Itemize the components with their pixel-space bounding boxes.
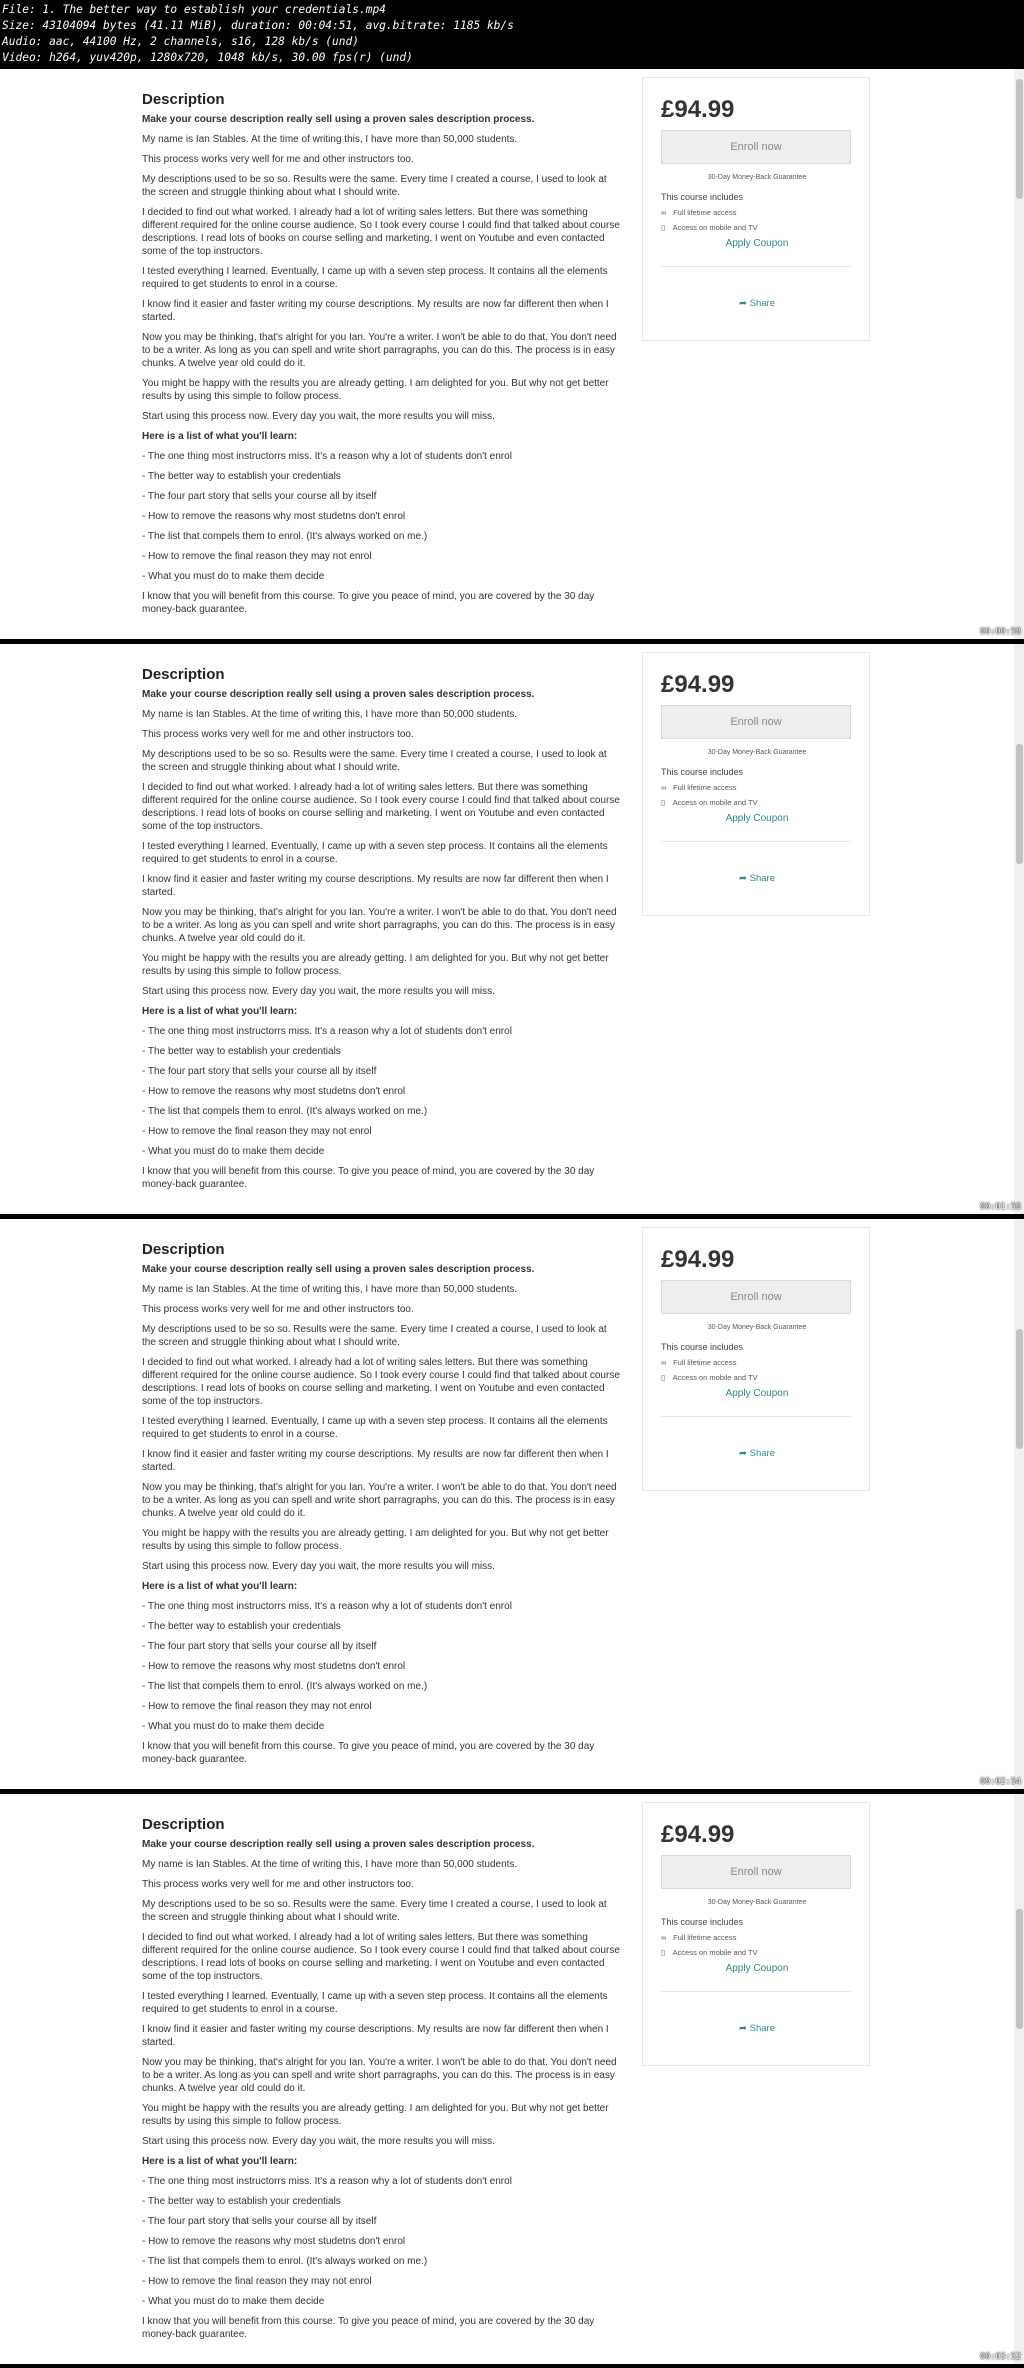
- learn-list-item: - The one thing most instructorrs miss. It's a reason why a lot of students don't enrol: [142, 1026, 512, 1037]
- description-paragraph: I decided to find out what worked. I already had a lot of writing sales letters. But there was something different required for the online course audience. So I took every course I could find that talked about course descriptions. I read lots of books on course selling and marketing. I went on Youtube and even contacted some of the top instructors.: [142, 207, 620, 257]
- description-paragraph: I know that you will benefit from this course. To give you peace of mind, you are covered by the 30 day money-back guarantee.: [142, 2316, 595, 2340]
- card-divider: [661, 266, 851, 267]
- description-paragraph: Start using this process now. Every day you wait, the more results you will miss.: [142, 411, 495, 422]
- feature-text: Full lifetime access: [673, 783, 737, 792]
- description-paragraph: My descriptions used to be so so. Results were the same. Every time I created a course, I used to look at the screen and struggle thinking about what I should write.: [142, 749, 607, 773]
- share-icon: ➦: [739, 2023, 747, 2034]
- share-icon: ➦: [739, 1448, 747, 1459]
- description-heading: Description: [142, 91, 225, 108]
- video-frame: [0, 1794, 1024, 2364]
- description-heading: Description: [142, 666, 225, 683]
- scrollbar[interactable]: [1014, 644, 1024, 1214]
- course-price: £94.99: [661, 1246, 735, 1273]
- learn-list-item: - The one thing most instructorrs miss. It's a reason why a lot of students don't enrol: [142, 1601, 512, 1612]
- description-paragraph: I decided to find out what worked. I already had a lot of writing sales letters. But there was something different required for the online course audience. So I took every course I could find that talked about course descriptions. I read lots of books on course selling and marketing. I went on Youtube and even contacted some of the top instructors.: [142, 782, 620, 832]
- learn-list-item: - How to remove the reasons why most studetns don't enrol: [142, 1661, 406, 1672]
- share-button[interactable]: [643, 1448, 871, 1459]
- apply-coupon-link[interactable]: Apply Coupon: [725, 1388, 789, 1399]
- learn-list-item: - The one thing most instructorrs miss. It's a reason why a lot of students don't enrol: [142, 451, 512, 462]
- money-back-guarantee: 30-Day Money-Back Guarantee: [707, 1899, 807, 1906]
- learn-list-item: - What you must do to make them decide: [142, 571, 325, 582]
- course-description: [142, 1241, 622, 1773]
- enroll-button[interactable]: Enroll now: [661, 1855, 851, 1889]
- learn-list-item: - What you must do to make them decide: [142, 1721, 325, 1732]
- money-back-guarantee: 30-Day Money-Back Guarantee: [707, 174, 807, 181]
- description-paragraph: Now you may be thinking, that's alright for you Ian. You're a writer. I won't be able to do that. You don't need to be a writer. As long as you can spell and write short parragraphs, you can do this. The process is in easy chunks. A twelve year old could do it.: [142, 907, 617, 944]
- description-paragraph: Start using this process now. Every day you wait, the more results you will miss.: [142, 1561, 495, 1572]
- learn-list-item: - What you must do to make them decide: [142, 2296, 325, 2307]
- course-description: [142, 1816, 622, 2348]
- description-paragraph: This process works very well for me and other instructors too.: [142, 154, 414, 165]
- description-paragraphs: [142, 688, 622, 1191]
- learn-list-item: - The list that compels them to enrol. (It's always worked on me.): [142, 1681, 428, 1692]
- description-paragraph: Make your course description really sell using a proven sales description process.: [142, 689, 535, 700]
- description-paragraph: I know find it easier and faster writing my course descriptions. My results are now far different then when I started.: [142, 299, 609, 323]
- feature-mobile-access: [661, 1948, 758, 1957]
- scrollbar[interactable]: [1014, 1794, 1024, 2364]
- share-button[interactable]: [643, 298, 871, 309]
- description-paragraph: My descriptions used to be so so. Results were the same. Every time I created a course, I used to look at the screen and struggle thinking about what I should write.: [142, 1899, 607, 1923]
- purchase-card: [642, 1227, 870, 1491]
- share-icon: ➦: [739, 298, 747, 309]
- card-divider: [661, 1991, 851, 1992]
- feature-mobile-access: [661, 1373, 758, 1382]
- learn-list-item: - How to remove the final reason they may not enrol: [142, 551, 372, 562]
- description-paragraph: You might be happy with the results you are already getting. I am delighted for you. But why not get better results by using this simple to follow process.: [142, 2103, 609, 2127]
- video-frame: [0, 69, 1024, 639]
- description-paragraph: Make your course description really sell using a proven sales description process.: [142, 114, 535, 125]
- description-paragraph: Now you may be thinking, that's alright for you Ian. You're a writer. I won't be able to do that. You don't need to be a writer. As long as you can spell and write short parragraphs, you can do this. The process is in easy chunks. A twelve year old could do it.: [142, 2057, 617, 2094]
- apply-coupon-link[interactable]: Apply Coupon: [725, 1963, 789, 1974]
- description-paragraph: This process works very well for me and other instructors too.: [142, 1879, 414, 1890]
- description-paragraph: I know that you will benefit from this course. To give you peace of mind, you are covered by the 30 day money-back guarantee.: [142, 1741, 595, 1765]
- course-description: [142, 91, 622, 623]
- purchase-card: [642, 1802, 870, 2066]
- description-paragraph: This process works very well for me and other instructors too.: [142, 729, 414, 740]
- description-paragraph: My name is Ian Stables. At the time of writing this, I have more than 50,000 students.: [142, 709, 518, 720]
- purchase-card: [642, 77, 870, 341]
- share-label: Share: [749, 873, 775, 884]
- frame-timestamp: 00:00:58: [980, 627, 1021, 637]
- feature-text: Access on mobile and TV: [672, 1373, 758, 1382]
- file-info-line: Video: h264, yuv420p, 1280x720, 1048 kb/s, 30.00 fps(r) (und): [2, 51, 413, 64]
- description-paragraph: My descriptions used to be so so. Results were the same. Every time I created a course, I used to look at the screen and struggle thinking about what I should write.: [142, 174, 607, 198]
- enroll-button[interactable]: Enroll now: [661, 705, 851, 739]
- money-back-guarantee: 30-Day Money-Back Guarantee: [707, 749, 807, 756]
- scrollbar-thumb[interactable]: [1016, 1909, 1023, 2029]
- scrollbar[interactable]: [1014, 1219, 1024, 1789]
- share-button[interactable]: [643, 2023, 871, 2034]
- mobile-icon: ▯: [661, 223, 666, 232]
- course-price: £94.99: [661, 1821, 735, 1848]
- apply-coupon-link[interactable]: Apply Coupon: [725, 238, 789, 249]
- description-paragraph: I know find it easier and faster writing my course descriptions. My results are now far different then when I started.: [142, 2024, 609, 2048]
- learn-list-item: - The list that compels them to enrol. (It's always worked on me.): [142, 531, 428, 542]
- card-divider: [661, 841, 851, 842]
- learn-list-item: - How to remove the reasons why most studetns don't enrol: [142, 1086, 406, 1097]
- feature-lifetime-access: [661, 783, 736, 792]
- video-frame: [0, 1219, 1024, 1789]
- frame-timestamp: 00:03:52: [980, 2352, 1021, 2362]
- description-paragraph: Here is a list of what you'll learn:: [142, 1006, 298, 1017]
- description-paragraph: Now you may be thinking, that's alright for you Ian. You're a writer. I won't be able to do that. You don't need to be a writer. As long as you can spell and write short parragraphs, you can do this. The process is in easy chunks. A twelve year old could do it.: [142, 332, 617, 369]
- feature-text: Access on mobile and TV: [672, 1948, 758, 1957]
- description-paragraph: You might be happy with the results you are already getting. I am delighted for you. But why not get better results by using this simple to follow process.: [142, 1528, 609, 1552]
- file-info-line: File: 1. The better way to establish your credentials.mp4: [2, 3, 386, 16]
- description-paragraph: My name is Ian Stables. At the time of writing this, I have more than 50,000 students.: [142, 134, 518, 145]
- course-description: [142, 666, 622, 1198]
- feature-text: Full lifetime access: [673, 208, 737, 217]
- share-button[interactable]: [643, 873, 871, 884]
- infinity-icon: ∞: [661, 1358, 667, 1367]
- frame-timestamp: 00:01:56: [980, 1202, 1021, 1212]
- description-paragraph: Here is a list of what you'll learn:: [142, 2156, 298, 2167]
- description-paragraph: My descriptions used to be so so. Results were the same. Every time I created a course, I used to look at the screen and struggle thinking about what I should write.: [142, 1324, 607, 1348]
- learn-list-item: - The four part story that sells your course all by itself: [142, 491, 377, 502]
- share-label: Share: [749, 1448, 775, 1459]
- description-paragraph: You might be happy with the results you are already getting. I am delighted for you. But why not get better results by using this simple to follow process.: [142, 378, 609, 402]
- feature-text: Full lifetime access: [673, 1933, 737, 1942]
- scrollbar-thumb[interactable]: [1016, 79, 1023, 199]
- learn-list-item: - What you must do to make them decide: [142, 1146, 325, 1157]
- includes-label: This course includes: [661, 1342, 744, 1352]
- feature-lifetime-access: [661, 1933, 736, 1942]
- learn-list-item: - The one thing most instructorrs miss. It's a reason why a lot of students don't enrol: [142, 2176, 512, 2187]
- learn-list-item: - How to remove the final reason they may not enrol: [142, 1126, 372, 1137]
- file-info-line: Audio: aac, 44100 Hz, 2 channels, s16, 128 kb/s (und): [2, 35, 359, 48]
- description-paragraph: Make your course description really sell using a proven sales description process.: [142, 1264, 535, 1275]
- infinity-icon: ∞: [661, 783, 667, 792]
- description-paragraph: I tested everything I learned. Eventually, I came up with a seven step process. It contains all the elements required to get students to enrol in a course.: [142, 1991, 608, 2015]
- share-label: Share: [749, 298, 775, 309]
- feature-mobile-access: [661, 223, 758, 232]
- description-paragraph: Make your course description really sell using a proven sales description process.: [142, 1839, 535, 1850]
- description-paragraph: Start using this process now. Every day you wait, the more results you will miss.: [142, 2136, 495, 2147]
- learn-list-item: - How to remove the reasons why most studetns don't enrol: [142, 511, 406, 522]
- feature-text: Full lifetime access: [673, 1358, 737, 1367]
- enroll-button[interactable]: Enroll now: [661, 1280, 851, 1314]
- description-paragraph: I know that you will benefit from this course. To give you peace of mind, you are covered by the 30 day money-back guarantee.: [142, 1166, 595, 1190]
- scrollbar-thumb[interactable]: [1016, 1329, 1023, 1449]
- learn-list-item: - How to remove the final reason they may not enrol: [142, 2276, 372, 2287]
- share-icon: ➦: [739, 873, 747, 884]
- learn-list-item: - The list that compels them to enrol. (It's always worked on me.): [142, 2256, 428, 2267]
- description-paragraph: I tested everything I learned. Eventually, I came up with a seven step process. It contains all the elements required to get students to enrol in a course.: [142, 266, 608, 290]
- mobile-icon: ▯: [661, 1948, 666, 1957]
- apply-coupon-link[interactable]: Apply Coupon: [725, 813, 789, 824]
- description-paragraph: Here is a list of what you'll learn:: [142, 1581, 298, 1592]
- file-info-line: Size: 43104094 bytes (41.11 MiB), duration: 00:04:51, avg.bitrate: 1185 kb/s: [2, 19, 514, 32]
- feature-lifetime-access: [661, 1358, 736, 1367]
- description-paragraph: Now you may be thinking, that's alright for you Ian. You're a writer. I won't be able to do that. You don't need to be a writer. As long as you can spell and write short parragraphs, you can do this. The process is in easy chunks. A twelve year old could do it.: [142, 1482, 617, 1519]
- description-paragraph: This process works very well for me and other instructors too.: [142, 1304, 414, 1315]
- description-paragraph: Here is a list of what you'll learn:: [142, 431, 298, 442]
- feature-text: Access on mobile and TV: [672, 798, 758, 807]
- mobile-icon: ▯: [661, 798, 666, 807]
- scrollbar[interactable]: [1014, 69, 1024, 639]
- description-paragraphs: [142, 1838, 622, 2341]
- description-paragraph: I know find it easier and faster writing my course descriptions. My results are now far different then when I started.: [142, 1449, 609, 1473]
- video-frame: [0, 644, 1024, 1214]
- enroll-button[interactable]: Enroll now: [661, 130, 851, 164]
- learn-list-item: - The four part story that sells your course all by itself: [142, 2216, 377, 2227]
- description-paragraph: I decided to find out what worked. I already had a lot of writing sales letters. But there was something different required for the online course audience. So I took every course I could find that talked about course descriptions. I read lots of books on course selling and marketing. I went on Youtube and even contacted some of the top instructors.: [142, 1357, 620, 1407]
- file-info-header: [0, 0, 1024, 69]
- learn-list-item: - The better way to establish your credentials: [142, 1621, 341, 1632]
- feature-mobile-access: [661, 798, 758, 807]
- learn-list-item: - The list that compels them to enrol. (It's always worked on me.): [142, 1106, 428, 1117]
- money-back-guarantee: 30-Day Money-Back Guarantee: [707, 1324, 807, 1331]
- scrollbar-thumb[interactable]: [1016, 744, 1023, 864]
- learn-list-item: - The four part story that sells your course all by itself: [142, 1641, 377, 1652]
- course-price: £94.99: [661, 96, 735, 123]
- includes-label: This course includes: [661, 192, 744, 202]
- feature-text: Access on mobile and TV: [672, 223, 758, 232]
- card-divider: [661, 1416, 851, 1417]
- description-paragraph: I know find it easier and faster writing my course descriptions. My results are now far different then when I started.: [142, 874, 609, 898]
- course-price: £94.99: [661, 671, 735, 698]
- learn-list-item: - How to remove the final reason they may not enrol: [142, 1701, 372, 1712]
- infinity-icon: ∞: [661, 208, 667, 217]
- frame-timestamp: 00:02:54: [980, 1777, 1021, 1787]
- share-label: Share: [749, 2023, 775, 2034]
- purchase-card: [642, 652, 870, 916]
- description-paragraph: My name is Ian Stables. At the time of writing this, I have more than 50,000 students.: [142, 1859, 518, 1870]
- description-paragraphs: [142, 1263, 622, 1766]
- feature-lifetime-access: [661, 208, 736, 217]
- mobile-icon: ▯: [661, 1373, 666, 1382]
- includes-label: This course includes: [661, 767, 744, 777]
- learn-list-item: - How to remove the reasons why most studetns don't enrol: [142, 2236, 406, 2247]
- description-paragraph: I know that you will benefit from this course. To give you peace of mind, you are covered by the 30 day money-back guarantee.: [142, 591, 595, 615]
- learn-list-item: - The better way to establish your credentials: [142, 1046, 341, 1057]
- learn-list-item: - The better way to establish your credentials: [142, 471, 341, 482]
- description-paragraph: Start using this process now. Every day you wait, the more results you will miss.: [142, 986, 495, 997]
- includes-label: This course includes: [661, 1917, 744, 1927]
- description-heading: Description: [142, 1241, 225, 1258]
- description-heading: Description: [142, 1816, 225, 1833]
- infinity-icon: ∞: [661, 1933, 667, 1942]
- description-paragraph: I tested everything I learned. Eventually, I came up with a seven step process. It contains all the elements required to get students to enrol in a course.: [142, 841, 608, 865]
- description-paragraph: You might be happy with the results you are already getting. I am delighted for you. But why not get better results by using this simple to follow process.: [142, 953, 609, 977]
- learn-list-item: - The four part story that sells your course all by itself: [142, 1066, 377, 1077]
- description-paragraph: My name is Ian Stables. At the time of writing this, I have more than 50,000 students.: [142, 1284, 518, 1295]
- learn-list-item: - The better way to establish your credentials: [142, 2196, 341, 2207]
- description-paragraph: I decided to find out what worked. I already had a lot of writing sales letters. But there was something different required for the online course audience. So I took every course I could find that talked about course descriptions. I read lots of books on course selling and marketing. I went on Youtube and even contacted some of the top instructors.: [142, 1932, 620, 1982]
- description-paragraph: I tested everything I learned. Eventually, I came up with a seven step process. It contains all the elements required to get students to enrol in a course.: [142, 1416, 608, 1440]
- description-paragraphs: [142, 113, 622, 616]
